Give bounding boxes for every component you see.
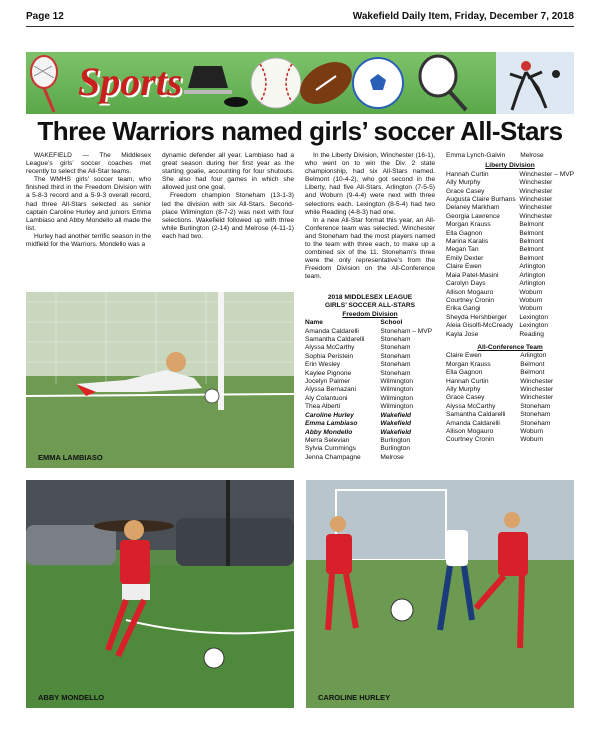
ice-skate-icon [184,66,232,94]
table-row [446,263,574,271]
photo-emma-lambiaso [26,292,294,468]
article-column-2 [162,152,294,241]
player-name: Alyssa Bernazani [305,386,356,394]
article-column-1 [26,152,151,249]
player-school: Wakefield [380,420,412,428]
player-name: Samantha Caldarelli [446,411,506,419]
table-row [305,344,435,352]
player-school: Belmont [520,360,545,368]
player-school: Stoneham [520,411,551,419]
player-school: Stoneham [380,352,411,360]
hockey-puck-icon [224,97,248,107]
defender-photo-illustration [26,480,294,708]
player-school: Burlington [380,436,411,444]
player-name: Augusta Claire Burhans [446,196,516,204]
player-name: Jenna Champagne [305,453,361,461]
player-name: Erika Gangi [446,305,481,313]
table-row [446,196,574,204]
lacrosse-stick-icon [31,56,57,112]
article-paragraph: WAKEFIELD — The Middlesex League’s girls’ soccer coaches met recently to select the All-Star teams. [26,152,151,176]
table-row [446,352,574,360]
athlete-figures-icon [496,52,574,114]
table-row [305,454,435,462]
player-school: Stoneham – MVP [380,327,433,335]
freedom-table [305,319,435,462]
liberty-table [446,171,574,339]
table-row [305,420,435,428]
player-school: Winchester [519,204,553,212]
freedom-roster [305,294,435,462]
player-school: Winchester [519,212,553,220]
player-name: Ally Murphy [446,179,481,187]
player-name: Kayla Jose [446,330,479,338]
article-paragraph: In the Liberty Division, Winchester (16-1), who went on to win the Div. 2 state championship, had six All-Stars named. Belmont (10-4-2), who got second in the Liberty, had five All-Stars. Arlington (7-5-5) and Woburn (9-4-4) were next with three selections each. Lexington (8-5-4) had two while Reading (4-8-3) had one. [305,152,435,216]
player-name: Kaylee Pignone [305,369,352,377]
paper-dateline: Wakefield Daily Item, Friday, December 7, 2018 [352,10,574,22]
player-school: Reading [519,330,544,338]
player-name: Samantha Caldarelli [305,336,365,344]
table-row [446,272,574,280]
baseball-icon [251,58,301,108]
freedom-division-heading: Freedom Division [342,310,398,318]
sports-banner [26,52,574,114]
table-row [446,305,574,313]
sports-section-title: Sports [78,59,183,104]
melrose-row-table [446,152,574,160]
player-name: Claire Ewen [446,352,482,360]
table-row [446,361,574,369]
player-school: Belmont [519,238,544,246]
table-row [446,246,574,254]
table-row [305,386,435,394]
table-row [446,289,574,297]
player-name: Abby Mondello [305,428,353,436]
player-school: Stoneham [520,402,551,410]
football-icon [293,53,359,112]
player-name: Alyssa McCarthy [446,402,496,410]
player-name: Amanda Caldarelli [305,327,359,335]
player-school: Melrose [520,152,544,159]
article-paragraph: In a new All-Star format this year, an All-Conference team was selected. Winchester and Stoneham had the most players named to the team with three each, to make up a combined six of the 11. Stoneham’s three were the only representative’s from the Freedom Division on the All-Conference team. [305,216,435,281]
table-row [446,280,574,288]
midfielder-photo-illustration [306,480,574,708]
player-school: Lexington [519,322,548,330]
table-row [446,386,574,394]
player-name: Courtney Cronin [446,296,495,304]
player-name: Maia Patel-Masini [446,271,499,279]
table-row [446,188,574,196]
table-row [305,370,435,378]
player-school: Winchester [519,187,553,195]
player-name: Delaney Markham [446,204,500,212]
player-name: Ella Gagnon [446,229,483,237]
player-name: Marina Karalis [446,238,489,246]
player-school: Belmont [519,221,544,229]
all-conference-heading: All-Conference Team [477,343,543,351]
player-school: Stoneham [520,419,551,427]
player-school: Arlington [520,352,547,360]
player-name: Morgan Krauss [446,221,491,229]
player-name: Hannah Curtin [446,377,489,385]
table-row [446,314,574,322]
table-row [305,445,435,453]
player-school: Woburn [520,428,544,435]
player-name: Grace Casey [446,394,485,402]
table-row [446,394,574,402]
table-row [305,328,435,336]
goalie-photo-illustration [26,292,294,468]
table-row [305,412,435,420]
table-row [305,403,435,411]
player-name: Georgia Lawrence [446,212,500,220]
player-name: Hannah Curtin [446,170,489,178]
table-row [446,411,574,419]
player-name: Emily Dexter [446,254,484,262]
player-school: Arlington [519,263,546,271]
player-school: Belmont [519,254,544,262]
player-name: Erin Wesley [305,361,341,369]
table-row [446,331,574,339]
caption-caroline-hurley: CAROLINE HURLEY [318,693,391,702]
article-paragraph: The WMHS girls’ soccer team, who finished third in the Freedom Division with a 5-8-3 record and a 5-9-3 overall record, had three All-Stars selected as senior captain Caroline Hurley and juniors Emma Lambiaso and Abby Mondello all made the list. [26,176,151,232]
article-paragraph: Hurley had another terrific season in the midfield for the Warriors. Mondello was a [26,232,151,249]
player-school: Stoneham [380,361,411,369]
player-school: Belmont [519,229,544,237]
player-name: Sylvia Cummings [305,445,356,453]
player-school: Wilmington [380,403,414,411]
player-school: Wilmington [380,394,414,402]
table-header-row [305,319,435,327]
player-school: Belmont [520,369,545,377]
table-row [446,213,574,221]
caption-abby-mondello: ABBY MONDELLO [38,693,105,702]
photo-caroline-hurley [306,480,574,708]
page-header [26,6,574,26]
player-school: Lexington [519,313,548,321]
player-school: Melrose [380,453,404,461]
table-row [446,255,574,263]
player-name: Merra Selevian [305,436,350,444]
soccer-ball-icon [353,58,403,108]
conference-table [446,352,574,444]
player-name: Ella Gagnon [446,369,483,377]
player-name: Courtney Cronin [446,436,495,444]
tennis-racket-icon [420,56,466,110]
liberty-roster [446,152,574,445]
table-row [305,353,435,361]
player-school: Woburn [519,305,543,313]
player-school: Winchester – MVP [519,170,574,178]
table-row [305,395,435,403]
player-school: Stoneham [380,336,411,344]
roster-title: 2018 MIDDLESEX LEAGUE [327,294,413,301]
name-header: Name [305,319,323,327]
headline: Three Warriors named girls’ soccer All-Stars [37,116,563,146]
player-school: Arlington [519,271,546,279]
player-name: Ally Murphy [446,385,481,393]
player-name: Aly Colantuoni [305,394,348,402]
player-school: Stoneham [380,344,411,352]
page-number: Page 12 [26,10,64,22]
table-row [446,322,574,330]
player-school: Woburn [520,436,544,444]
player-name: Megan Tan [446,246,479,254]
player-name: Amanda Caldarelli [446,419,500,427]
player-school: Belmont [519,246,544,254]
roster-subtitle: GIRLS’ SOCCER ALL-STARS [324,302,416,310]
player-school: Winchester [519,179,553,187]
table-row [446,179,574,187]
player-school: Stoneham [380,369,411,377]
player-name: Grace Casey [446,187,485,195]
school-header: School [380,319,403,327]
player-name: Alyssa McCarthy [305,344,355,352]
player-school: Wakefield [380,428,412,436]
article-paragraph: dynamic defender all year. Lambiaso had a great season during her first year as the starting goalie, accounting for four shutouts. She also had four games in which she allowed just one goal. [162,152,294,192]
table-row [446,420,574,428]
table-row [446,297,574,305]
player-name: Thea Alberti [305,403,341,411]
table-row [305,336,435,344]
photo-abby-mondello [26,480,294,708]
player-name: Emma Lambiaso [305,420,358,428]
liberty-division-heading: Liberty Division [485,162,535,170]
player-school: Woburn [519,288,543,296]
player-school: Arlington [519,280,546,288]
table-row [446,171,574,179]
player-school: Winchester [519,196,553,204]
player-name: Carolyn Days [446,280,486,288]
player-name: Claire Ewen [446,263,482,271]
table-row [446,221,574,229]
player-school: Winchester [520,377,554,385]
table-row [305,378,435,386]
player-school: Wakefield [380,411,412,419]
player-name: Aleia Gisolfi-McCready [446,322,514,330]
player-name: Allison Mogauro [446,288,494,296]
player-name: Emma Lynch-Galvin [446,152,506,159]
player-school: Winchester [520,394,554,402]
table-row [305,437,435,445]
table-row [446,238,574,246]
table-row [446,152,574,160]
table-row [305,361,435,369]
table-row [446,378,574,386]
player-name: Caroline Hurley [305,411,354,419]
player-school: Wilmington [380,386,414,394]
table-row [446,230,574,238]
table-row [446,403,574,411]
player-name: Sheyda Hershberger [446,313,507,321]
player-name: Morgan Krauss [446,360,491,368]
table-row [446,204,574,212]
table-row [446,369,574,377]
player-name: Sophia Peristein [305,352,354,360]
article-paragraph: Freedom champion Stoneham (13-1-3) led the division with six All-Stars. Second-place Wilmington (8-7-2) was next with four selections. Wakefield followed up with three while Burlington (2-14) and Melrose (4-11-1) each had two. [162,192,294,240]
caption-emma-lambiaso: EMMA LAMBIASO [38,453,103,462]
player-school: Woburn [519,296,543,304]
table-row [446,428,574,436]
article-column-3 [305,152,435,282]
player-name: Allison Mogauro [446,428,494,435]
player-name: Jocelyn Palmer [305,378,351,386]
player-school: Wilmington [380,378,414,386]
table-row [446,436,574,444]
player-school: Winchester [520,385,554,393]
table-row [305,429,435,437]
player-school: Burlington [380,445,411,453]
header-rule [26,26,574,27]
